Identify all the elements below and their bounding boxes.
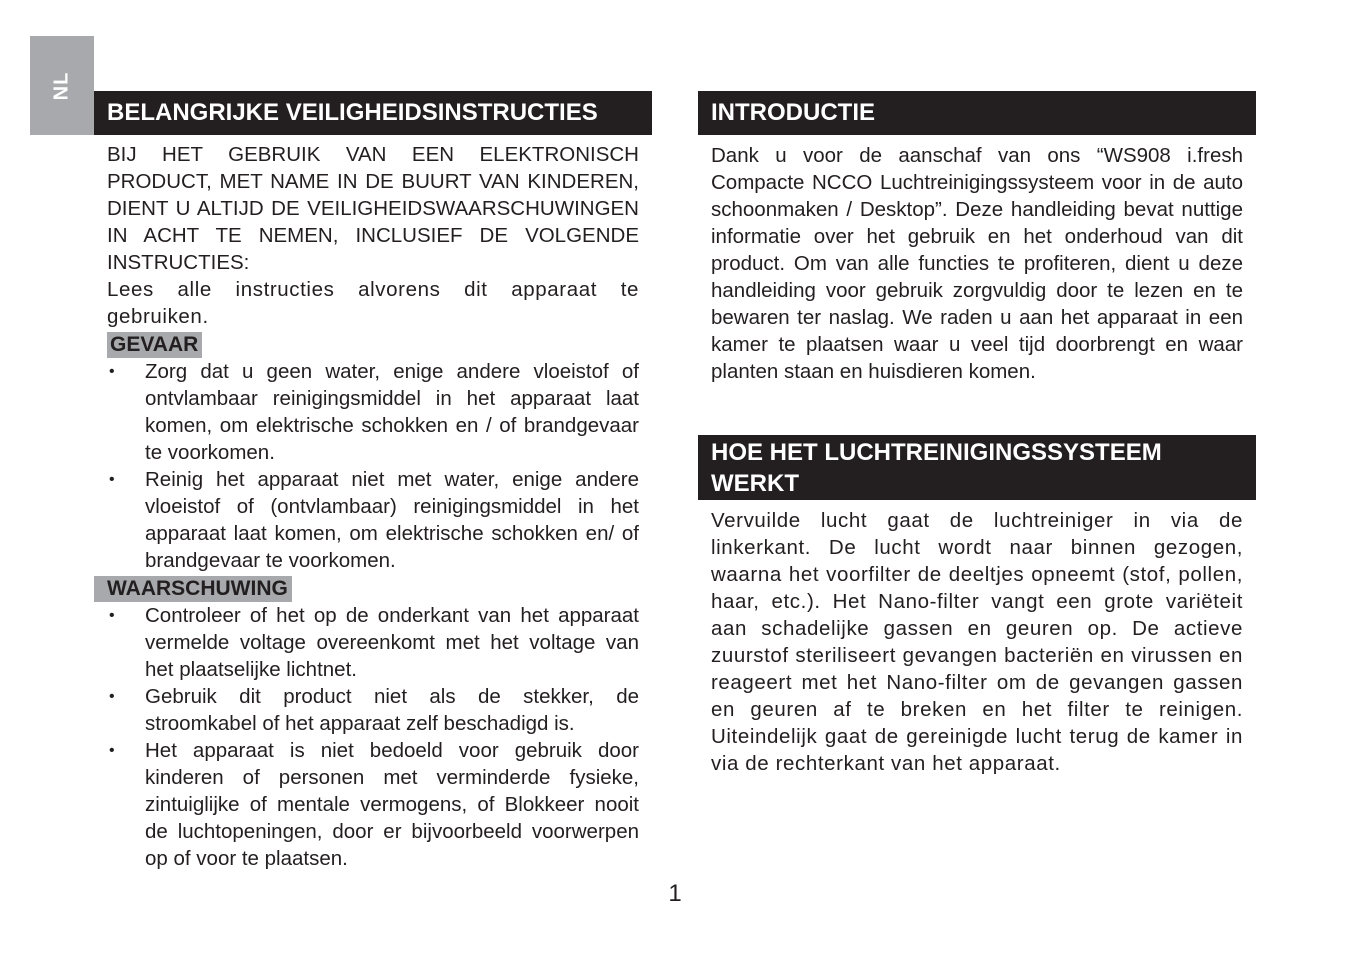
warning-item-text: Gebruik dit product niet als de stekker, de stroomkabel of het apparaat zelf beschadigd is.	[145, 685, 639, 735]
safety-intro-uppercase: BIJ HET GEBRUIK VAN EEN ELEKTRONISCH PRODUCT, MET NAME IN DE BUURT VAN KINDEREN, DIENT U ALTIJD DE VEILIGHEIDSWAARSCHUWINGEN IN ACHT TE NEMEN, INCLUSIEF DE VOLGENDE INSTRUCTIES:	[107, 143, 639, 274]
how-it-works-header: HOE HET LUCHTREINIGINGSSYSTEEM WERKT	[698, 435, 1256, 500]
how-it-works-body	[698, 507, 1256, 777]
list-item	[107, 358, 639, 466]
list-item	[107, 683, 639, 737]
bullet-icon: •	[109, 688, 115, 705]
safety-instructions-header: BELANGRIJKE VEILIGHEIDSINSTRUCTIES	[94, 91, 652, 135]
warning-item-text: Het apparaat is niet bedoeld voor gebruik door kinderen of personen met verminderde fysieke, zintuiglijke of mentale vermogens, of Blokkeer nooit de luchtopeningen, door er bijvoorbeeld voorwerpen op of voor te plaatsen.	[145, 739, 639, 870]
warning-item-text: Controleer of het op de onderkant van het apparaat vermelde voltage overeenkomt met het voltage van het plaatselijke lichtnet.	[145, 604, 639, 681]
bullet-icon: •	[109, 363, 115, 380]
introduction-header: INTRODUCTIE	[698, 91, 1256, 135]
list-item	[107, 737, 639, 872]
language-code: NL	[50, 71, 73, 101]
language-tab	[30, 36, 94, 135]
list-item	[107, 466, 639, 574]
warning-list	[107, 602, 639, 872]
list-item	[107, 602, 639, 683]
right-column	[698, 91, 1256, 777]
left-column	[94, 91, 652, 872]
danger-list	[107, 358, 639, 574]
introduction-text: Dank u voor de aanschaf van ons “WS908 i.fresh Compacte NCCO Luchtreinigingssysteem voor in de auto schoonmaken / Desktop”. Deze handleiding bevat nuttige informatie over het gebruik en het onderhoud van dit product. Om van alle functies te profiteren, dient u deze handleiding voor gebruik zorgvuldig door te lezen en te bewaren ter naslag. We raden u aan het apparaat in een kamer te plaatsen waar u veel tijd doorbrengt en waar planten staan en huisdieren komen.	[711, 144, 1243, 383]
safety-intro-read: Lees alle instructies alvorens dit apparaat te gebruiken.	[107, 278, 639, 328]
danger-item-text: Zorg dat u geen water, enige andere vloeistof of ontvlambaar reinigingsmiddel in het apparaat laat komen, om elektrische schokken en / of brandgevaar te voorkomen.	[145, 360, 639, 464]
warning-label: WAARSCHUWING	[94, 576, 292, 602]
bullet-icon: •	[109, 471, 115, 488]
danger-label: GEVAAR	[107, 332, 202, 358]
bullet-icon: •	[109, 607, 115, 624]
introduction-body	[698, 142, 1256, 385]
how-it-works-text: Vervuilde lucht gaat de luchtreiniger in via de linkerkant. De lucht wordt naar binnen gezogen, waarna het voorfilter de deeltjes opneemt (stof, pollen, haar, etc.). Het Nano-filter vangt een grote variëteit aan schadelijke gassen en geuren op. De actieve zuurstof steriliseert gevangen bacteriën en virussen en reageert met het Nano-filter om de gevangen gassen en geuren af te breken en het filter te reinigen. Uiteindelijk gaat de gereinigde lucht terug de kamer in via de rechterkant van het apparaat.	[711, 509, 1243, 775]
page-number: 1	[668, 880, 682, 907]
bullet-icon: •	[109, 742, 115, 759]
danger-item-text: Reinig het apparaat niet met water, enige andere vloeistof of (ontvlambaar) reinigingsmiddel in het apparaat laat komen, om elektrische schokken en/ of brandgevaar te voorkomen.	[145, 468, 639, 572]
safety-instructions-body	[94, 141, 652, 872]
